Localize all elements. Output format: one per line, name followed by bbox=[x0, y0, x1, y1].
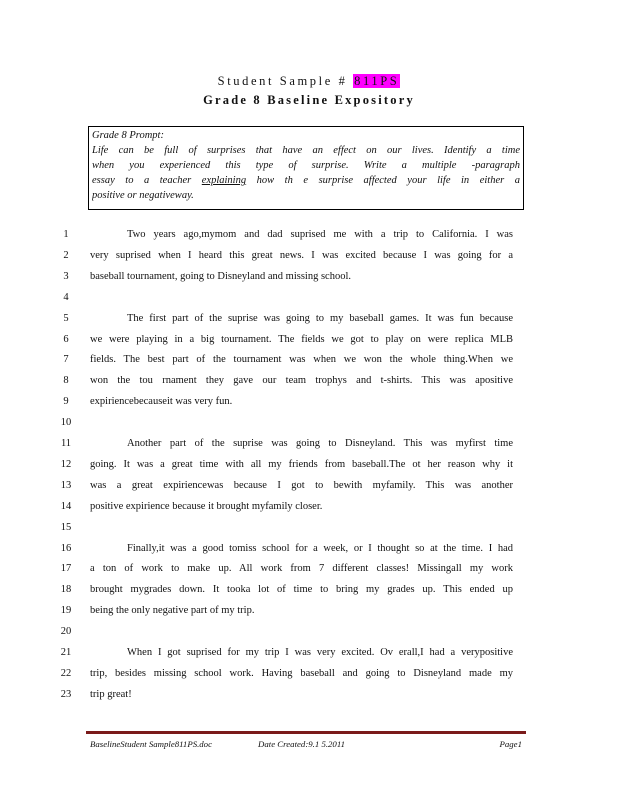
line-number: 12 bbox=[60, 458, 72, 470]
document-subtitle: Grade 8 Baseline Expository bbox=[203, 93, 415, 107]
essay-line bbox=[0, 558, 618, 579]
essay-line bbox=[0, 433, 618, 454]
essay-line bbox=[0, 412, 618, 433]
line-text: baseball tournament, going to Disneyland and missing school. bbox=[90, 270, 352, 282]
line-text: The first part of the suprise was going to my baseball games. It was fun because bbox=[127, 312, 513, 324]
essay-line bbox=[0, 621, 618, 642]
line-number: 20 bbox=[60, 626, 72, 638]
footer-filename: BaselineStudent Sample811PS.doc bbox=[90, 739, 212, 749]
line-number: 18 bbox=[60, 584, 72, 596]
line-number: 17 bbox=[60, 563, 72, 575]
footer-rule bbox=[86, 731, 526, 734]
line-number: 22 bbox=[60, 667, 72, 679]
line-number: 16 bbox=[60, 542, 72, 554]
line-number: 14 bbox=[60, 500, 72, 512]
line-number: 7 bbox=[63, 354, 69, 366]
page-footer bbox=[90, 739, 522, 753]
essay-line bbox=[0, 224, 618, 245]
line-number: 8 bbox=[63, 375, 69, 387]
prompt-line-3: when you experienced this type of surprise. Write a multiple -paragraph bbox=[92, 160, 520, 171]
prompt-line-1: Grade 8 Prompt: bbox=[92, 130, 164, 141]
line-text: won the tou rnament they gave our team trophys and t-shirts. This was apositive bbox=[90, 375, 513, 387]
line-text: being the only negative part of my trip. bbox=[90, 605, 255, 617]
prompt-box bbox=[88, 126, 524, 210]
line-text: positive expirience because it brought myfamily closer. bbox=[90, 500, 323, 512]
line-number: 23 bbox=[60, 688, 72, 700]
footer-page-number: Page1 bbox=[499, 739, 522, 749]
line-number: 11 bbox=[60, 438, 72, 449]
essay-line bbox=[0, 538, 618, 559]
essay-line bbox=[0, 684, 618, 705]
line-text: Two years ago,mymom and dad suprised me with a trip to California. I was bbox=[127, 229, 513, 240]
essay-line bbox=[0, 663, 618, 684]
essay-line bbox=[0, 287, 618, 308]
essay-line bbox=[0, 579, 618, 600]
line-text: a ton of work to make up. All work from 7 different classes! Missingall my work bbox=[90, 563, 513, 575]
essay-line bbox=[0, 454, 618, 475]
line-number: 9 bbox=[63, 396, 69, 408]
line-text: fields. The best part of the tournament was when we won the whole thing.When we bbox=[90, 354, 513, 366]
essay-line bbox=[0, 349, 618, 370]
title-prefix: Student Sample # bbox=[217, 74, 354, 88]
line-text: expiriencebecauseit was very fun. bbox=[90, 396, 233, 408]
footer-date: Date Created:9.1 5.2011 bbox=[258, 739, 345, 749]
line-number: 19 bbox=[60, 605, 72, 617]
line-text: Another part of the suprise was going to Disneyland. This was myfirst time bbox=[127, 438, 513, 449]
line-text: brought mygrades down. It tooka lot of time to bring my grades up. This ended up bbox=[90, 584, 513, 596]
prompt-line-4: essay to a teacher explaining how th e surprise affected your life in either a bbox=[92, 175, 520, 186]
sample-code-highlight: 811PS bbox=[354, 74, 400, 88]
document-title bbox=[0, 74, 618, 89]
line-number: 5 bbox=[63, 312, 69, 324]
essay-line bbox=[0, 475, 618, 496]
underlined-word: explaining bbox=[201, 175, 247, 186]
line-number: 1 bbox=[63, 229, 69, 240]
line-number: 10 bbox=[60, 417, 72, 429]
line-number: 3 bbox=[63, 270, 69, 282]
line-text: was a great expiriencewas because I got to bewith myfamily. This was another bbox=[90, 479, 513, 491]
line-text: trip, besides missing school work. Having baseball and going to Disneyland made my bbox=[90, 667, 513, 679]
essay-line bbox=[0, 370, 618, 391]
essay-line bbox=[0, 266, 618, 287]
line-number: 6 bbox=[63, 333, 69, 345]
line-number: 13 bbox=[60, 479, 72, 491]
essay-line bbox=[0, 391, 618, 412]
essay-line bbox=[0, 517, 618, 538]
essay-line bbox=[0, 329, 618, 350]
essay-line bbox=[0, 245, 618, 266]
prompt-line-2: Life can be full of surprises that have an effect on our lives. Identify a time bbox=[92, 145, 520, 156]
line-number: 15 bbox=[60, 521, 72, 533]
line-text: we were playing in a big tournament. The fields we got to play on were replica MLB bbox=[90, 333, 513, 345]
line-text: When I got suprised for my trip I was very excited. Ov erall,I had a verypositive bbox=[127, 647, 513, 658]
line-text: very suprised when I heard this great news. I was excited because I was going for a bbox=[90, 249, 513, 261]
essay-line bbox=[0, 496, 618, 517]
prompt-line-5: positive or negativeway. bbox=[92, 190, 194, 201]
line-text: trip great! bbox=[90, 688, 132, 700]
line-number: 21 bbox=[60, 647, 72, 658]
essay-line bbox=[0, 308, 618, 329]
line-number: 2 bbox=[63, 249, 69, 261]
line-text: Finally,it was a good tomiss school for a week, or I thought so at the time. I had bbox=[127, 542, 513, 554]
essay-line bbox=[0, 642, 618, 663]
line-text: going. It was a great time with all my friends from baseball.The ot her reason why it bbox=[90, 458, 513, 470]
line-number: 4 bbox=[63, 291, 69, 303]
essay-line bbox=[0, 600, 618, 621]
